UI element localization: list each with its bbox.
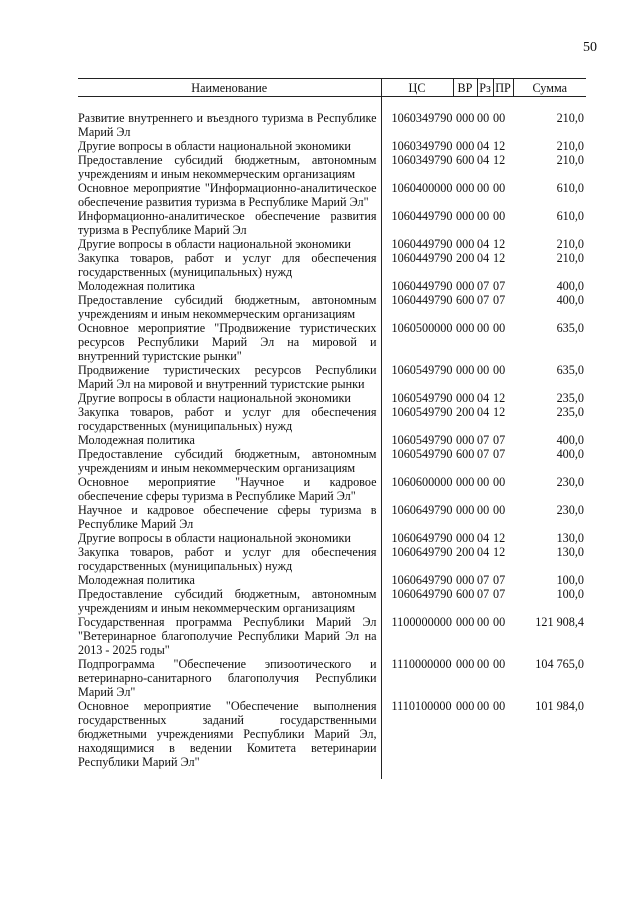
cell-vr: 000 [456,279,475,293]
cell-pr: 12 [493,251,506,265]
cell-rz: 00 [477,503,490,517]
cell-cs: 1060349790 [381,139,453,153]
cell-cs: 1060449790 [381,293,453,321]
cell-rz: 04 [477,545,490,559]
cell-name: Другие вопросы в области национальной экономики [78,237,351,251]
cell-rz: 04 [477,405,490,419]
table-row [78,97,586,140]
cell-pr: 07 [493,447,506,461]
cell-rz: 00 [477,111,490,125]
cell-vr: 200 [456,405,475,419]
table-row [78,293,586,321]
cell-cs: 1100000000 [381,615,453,657]
table-row [78,587,586,615]
cell-vr: 000 [456,391,475,405]
cell-sum: 635,0 [556,321,584,335]
table-row [78,181,586,209]
cell-vr: 000 [456,573,475,587]
cell-rz: 07 [477,293,490,307]
cell-cs: 1110100000 [381,699,453,779]
table-row [78,251,586,279]
table-row [78,209,586,237]
cell-vr: 600 [456,293,475,307]
cell-rz: 00 [477,615,490,629]
table-row [78,573,586,587]
cell-name: Предоставление субсидий бюджетным, автономным учреждениям и иным некоммерческим организациям [78,447,377,475]
cell-cs: 1060400000 [381,181,453,209]
table-row [78,405,586,433]
cell-pr: 00 [493,615,506,629]
cell-vr: 000 [456,321,475,335]
cell-name: Молодежная политика [78,573,195,587]
cell-name: Научное и кадровое обеспечение сферы туризма в Республике Марий Эл [78,503,377,531]
cell-pr: 00 [493,181,506,195]
cell-vr: 600 [456,153,475,167]
table-row [78,699,586,779]
cell-rz: 04 [477,531,490,545]
cell-rz: 07 [477,587,490,601]
table-row [78,139,586,153]
table-header-row [78,79,586,97]
cell-pr: 00 [493,657,506,671]
cell-sum: 230,0 [556,475,584,489]
cell-pr: 12 [493,391,506,405]
cell-cs: 1060449790 [381,209,453,237]
table-row [78,321,586,363]
table-row [78,433,586,447]
cell-vr: 000 [456,181,475,195]
cell-cs: 1060649790 [381,503,453,531]
table-row [78,545,586,573]
table-row [78,531,586,545]
cell-sum: 400,0 [556,447,584,461]
cell-pr: 12 [493,153,506,167]
cell-vr: 200 [456,251,475,265]
cell-name: Основное мероприятие "Обеспечение выполнения государственных заданий государственными бюджетными учреждениями Республики Марий Эл, находящимися в ведении Комитета ветеринарии Республики Марий Эл" [78,699,377,769]
cell-pr: 12 [493,237,506,251]
cell-sum: 235,0 [556,391,584,405]
cell-pr: 00 [493,475,506,489]
cell-pr: 12 [493,531,506,545]
cell-name: Другие вопросы в области национальной экономики [78,531,351,545]
cell-sum: 104 765,0 [535,657,584,671]
cell-cs: 1060349790 [381,97,453,140]
header-sum: Сумма [513,79,586,97]
header-cs: ЦС [381,79,453,97]
cell-rz: 07 [477,573,490,587]
cell-cs: 1060649790 [381,531,453,545]
table-row [78,279,586,293]
cell-name: Молодежная политика [78,433,195,447]
cell-name: Основное мероприятие "Научное и кадровое обеспечение сферы туризма в Республике Марий Эл" [78,475,377,503]
cell-sum: 210,0 [556,251,584,265]
cell-cs: 1060549790 [381,391,453,405]
cell-vr: 000 [456,433,475,447]
cell-name: Молодежная политика [78,279,195,293]
cell-pr: 07 [493,293,506,307]
cell-sum: 130,0 [556,531,584,545]
cell-vr: 200 [456,545,475,559]
cell-sum: 610,0 [556,181,584,195]
cell-rz: 00 [477,475,490,489]
cell-name: Предоставление субсидий бюджетным, автономным учреждениям и иным некоммерческим организациям [78,587,377,615]
cell-name: Другие вопросы в области национальной экономики [78,391,351,405]
cell-pr: 00 [493,363,506,377]
header-name: Наименование [78,79,381,97]
cell-cs: 1060449790 [381,251,453,279]
cell-sum: 210,0 [556,139,584,153]
cell-rz: 04 [477,251,490,265]
cell-name: Государственная программа Республики Марий Эл "Ветеринарное благополучие Республики Марий Эл на 2013 - 2025 годы" [78,615,377,657]
cell-sum: 400,0 [556,279,584,293]
table-body [78,97,586,780]
cell-sum: 400,0 [556,293,584,307]
cell-vr: 000 [456,363,475,377]
table-row [78,615,586,657]
cell-rz: 00 [477,363,490,377]
cell-name: Продвижение туристических ресурсов Республики Марий Эл на мировой и внутренний туристские рынки [78,363,377,391]
table-row [78,363,586,391]
table-row [78,391,586,405]
budget-table [78,78,586,779]
cell-cs: 1060649790 [381,573,453,587]
cell-vr: 000 [456,475,475,489]
header-rz: Рз [477,79,493,97]
cell-pr: 00 [493,699,506,713]
header-pr: ПР [493,79,513,97]
cell-name: Закупка товаров, работ и услуг для обеспечения государственных (муниципальных) нужд [78,405,377,433]
cell-vr: 000 [456,111,475,125]
page-number: 50 [583,40,597,55]
cell-rz: 00 [477,321,490,335]
cell-sum: 230,0 [556,503,584,517]
cell-sum: 101 984,0 [535,699,584,713]
cell-rz: 00 [477,699,490,713]
cell-rz: 04 [477,153,490,167]
cell-rz: 07 [477,433,490,447]
cell-name: Закупка товаров, работ и услуг для обеспечения государственных (муниципальных) нужд [78,545,377,573]
cell-pr: 00 [493,209,506,223]
cell-vr: 000 [456,237,475,251]
cell-sum: 610,0 [556,209,584,223]
cell-sum: 100,0 [556,587,584,601]
cell-pr: 12 [493,405,506,419]
cell-pr: 12 [493,545,506,559]
cell-vr: 000 [456,503,475,517]
table-row [78,475,586,503]
cell-pr: 07 [493,433,506,447]
cell-name: Предоставление субсидий бюджетным, автономным учреждениям и иным некоммерческим организациям [78,153,377,181]
cell-cs: 1060649790 [381,545,453,573]
cell-rz: 07 [477,447,490,461]
cell-pr: 12 [493,139,506,153]
cell-sum: 210,0 [556,153,584,167]
cell-cs: 1060349790 [381,153,453,181]
cell-rz: 00 [477,209,490,223]
cell-cs: 1060600000 [381,475,453,503]
cell-vr: 600 [456,587,475,601]
cell-sum: 130,0 [556,545,584,559]
cell-cs: 1060549790 [381,363,453,391]
table-row [78,657,586,699]
cell-vr: 600 [456,447,475,461]
cell-vr: 000 [456,139,475,153]
cell-rz: 07 [477,279,490,293]
cell-vr: 000 [456,615,475,629]
cell-sum: 210,0 [556,237,584,251]
cell-vr: 000 [456,699,475,713]
cell-cs: 1060649790 [381,587,453,615]
cell-cs: 1060449790 [381,237,453,251]
table-row [78,447,586,475]
cell-sum: 400,0 [556,433,584,447]
cell-cs: 1060549790 [381,447,453,475]
cell-cs: 1060549790 [381,433,453,447]
cell-rz: 04 [477,237,490,251]
cell-vr: 000 [456,657,475,671]
cell-pr: 00 [493,111,506,125]
cell-rz: 00 [477,657,490,671]
cell-cs: 1110000000 [381,657,453,699]
cell-rz: 04 [477,139,490,153]
cell-pr: 07 [493,587,506,601]
cell-cs: 1060500000 [381,321,453,363]
cell-pr: 07 [493,573,506,587]
cell-name: Основное мероприятие "Информационно-аналитическое обеспечение развития туризма в Республике Марий Эл" [78,181,377,209]
header-vr: ВР [453,79,477,97]
cell-pr: 00 [493,321,506,335]
cell-sum: 121 908,4 [535,615,584,629]
cell-sum: 210,0 [556,111,584,125]
cell-name: Основное мероприятие "Продвижение туристических ресурсов Республики Марий Эл на мировой и внутренний туристские рынки" [78,321,377,363]
cell-vr: 000 [456,209,475,223]
cell-name: Подпрограмма "Обеспечение эпизоотического и ветеринарно-санитарного благополучия Республики Марий Эл" [78,657,377,699]
cell-name: Предоставление субсидий бюджетным, автономным учреждениям и иным некоммерческим организациям [78,293,377,321]
cell-name: Информационно-аналитическое обеспечение развития туризма в Республике Марий Эл [78,209,377,237]
cell-sum: 635,0 [556,363,584,377]
cell-rz: 04 [477,391,490,405]
cell-name: Другие вопросы в области национальной экономики [78,139,351,153]
table-row [78,237,586,251]
cell-vr: 000 [456,531,475,545]
cell-cs: 1060549790 [381,405,453,433]
cell-rz: 00 [477,181,490,195]
cell-pr: 07 [493,279,506,293]
cell-name: Закупка товаров, работ и услуг для обеспечения государственных (муниципальных) нужд [78,251,377,279]
cell-pr: 00 [493,503,506,517]
table-row [78,153,586,181]
cell-sum: 100,0 [556,573,584,587]
cell-cs: 1060449790 [381,279,453,293]
table-row [78,503,586,531]
cell-name: Развитие внутреннего и въездного туризма в Республике Марий Эл [78,111,377,139]
cell-sum: 235,0 [556,405,584,419]
